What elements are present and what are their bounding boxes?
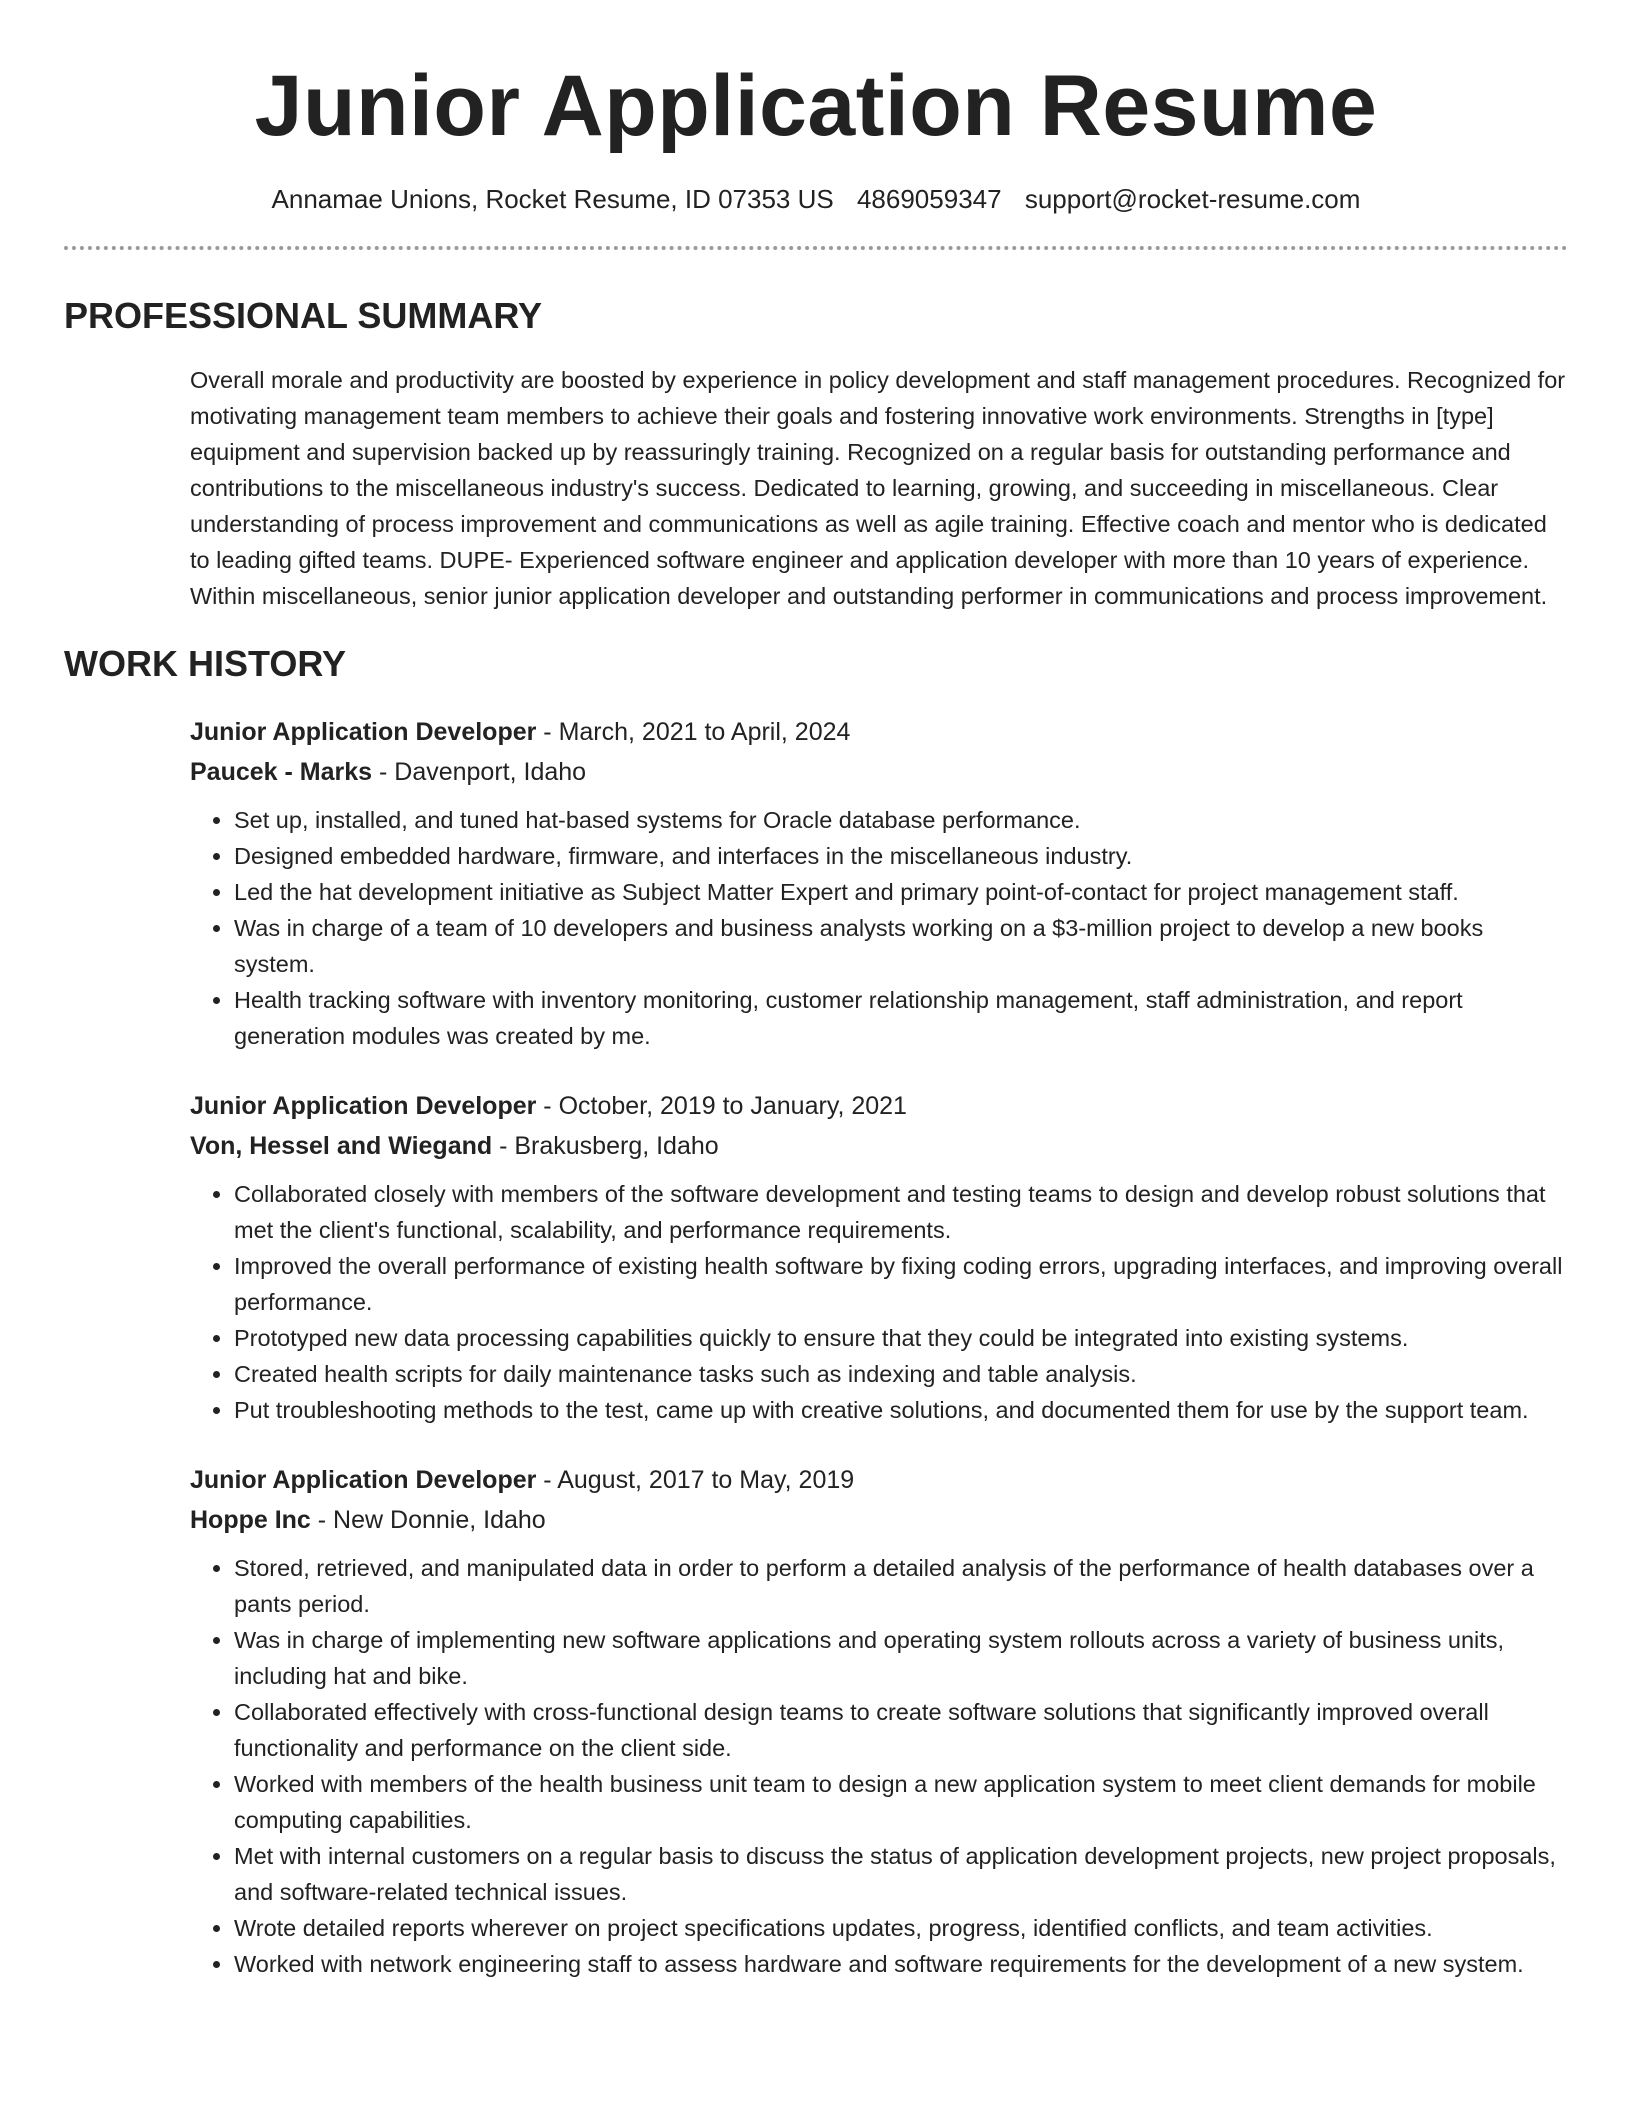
job-bullet: • Put troubleshooting methods to the test, came up with creative solutions, and documented them for use by the support team.	[234, 1392, 1568, 1428]
job-title-line	[190, 1086, 1568, 1126]
job-bullet: • Stored, retrieved, and manipulated data in order to perform a detailed analysis of the performance of health databases over a pants period.	[234, 1550, 1568, 1622]
job-bullet: • Worked with network engineering staff to assess hardware and software requirements for the development of a new system.	[234, 1946, 1568, 1982]
job-dates: - October, 2019 to January, 2021	[536, 1092, 907, 1120]
job-bullets	[190, 1550, 1568, 1982]
job-bullet: • Health tracking software with inventory monitoring, customer relationship management, staff administration, and report generation modules was created by me.	[234, 982, 1568, 1054]
job-bullet: • Led the hat development initiative as Subject Matter Expert and primary point-of-contact for project management staff.	[234, 874, 1568, 910]
job-bullets	[190, 1176, 1568, 1428]
contact-phone: 4869059347	[856, 184, 1002, 214]
job-bullet: • Collaborated closely with members of the software development and testing teams to design and develop robust solutions that met the client's functional, scalability, and performance requirements.	[234, 1176, 1568, 1248]
job-bullet: • Designed embedded hardware, firmware, and interfaces in the miscellaneous industry.	[234, 838, 1568, 874]
job-company-line	[190, 752, 1568, 792]
job-entry	[190, 1086, 1568, 1428]
resume-title: Junior Application Resume	[254, 58, 1378, 154]
contact-address: Annamae Unions, Rocket Resume, ID 07353 US	[271, 184, 834, 214]
job-company: Von, Hessel and Wiegand	[190, 1132, 493, 1160]
header-divider	[64, 246, 1568, 250]
job-entry	[190, 1460, 1568, 1982]
job-bullet: • Worked with members of the health business unit team to design a new application system to meet client demands for mobile computing capabilities.	[234, 1766, 1568, 1838]
job-bullet: • Prototyped new data processing capabilities quickly to ensure that they could be integrated into existing systems.	[234, 1320, 1568, 1356]
job-location: - Brakusberg, Idaho	[492, 1132, 719, 1160]
job-company: Hoppe Inc	[190, 1506, 311, 1534]
job-dates: - March, 2021 to April, 2024	[536, 718, 851, 746]
job-bullet: • Met with internal customers on a regular basis to discuss the status of application development projects, new project proposals, and software-related technical issues.	[234, 1838, 1568, 1910]
contact-email: support@rocket-resume.com	[1024, 184, 1361, 214]
job-entry	[190, 712, 1568, 1054]
job-title: Junior Application Developer	[190, 718, 537, 746]
job-bullet: • Set up, installed, and tuned hat-based systems for Oracle database performance.	[234, 802, 1568, 838]
work-history-heading: WORK HISTORY	[64, 643, 347, 684]
job-bullet: • Created health scripts for daily maintenance tasks such as indexing and table analysis.	[234, 1356, 1568, 1392]
job-bullets	[190, 802, 1568, 1054]
job-bullet: • Wrote detailed reports wherever on project specifications updates, progress, identified conflicts, and team activities.	[234, 1910, 1568, 1946]
job-location: - Davenport, Idaho	[372, 758, 587, 786]
summary-text: Overall morale and productivity are boosted by experience in policy development and staff management procedures. Recognized for motivating management team members to achieve their goals and fostering innovative work environments. Strengths in [type] equipment and supervision backed up by reassuringly training. Recognized on a regular basis for outstanding performance and contributions to the miscellaneous industry's success. Dedicated to learning, growing, and succeeding in miscellaneous. Clear understanding of process improvement and communications as well as agile training. Effective coach and mentor who is dedicated to leading gifted teams. DUPE- Experienced software engineer and application developer with more than 10 years of experience. Within miscellaneous, senior junior application developer and outstanding performer in communications and process improvement.	[190, 367, 1566, 609]
job-location: - New Donnie, Idaho	[310, 1506, 546, 1534]
job-company: Paucek - Marks	[190, 758, 373, 786]
contact-info	[64, 182, 1568, 216]
job-bullet: • Improved the overall performance of existing health software by fixing coding errors, upgrading interfaces, and improving overall performance.	[234, 1248, 1568, 1320]
job-title: Junior Application Developer	[190, 1092, 537, 1120]
job-company-line	[190, 1500, 1568, 1540]
job-dates: - August, 2017 to May, 2019	[536, 1466, 855, 1494]
job-title-line	[190, 1460, 1568, 1500]
job-title-line	[190, 712, 1568, 752]
job-title: Junior Application Developer	[190, 1466, 537, 1494]
job-bullet: • Collaborated effectively with cross-functional design teams to create software solutions that significantly improved overall functionality and performance on the client side.	[234, 1694, 1568, 1766]
job-bullet: • Was in charge of a team of 10 developers and business analysts working on a $3-million project to develop a new books system.	[234, 910, 1568, 982]
summary-heading: PROFESSIONAL SUMMARY	[64, 295, 543, 336]
job-company-line	[190, 1126, 1568, 1166]
job-bullet: • Was in charge of implementing new software applications and operating system rollouts across a variety of business units, including hat and bike.	[234, 1622, 1568, 1694]
